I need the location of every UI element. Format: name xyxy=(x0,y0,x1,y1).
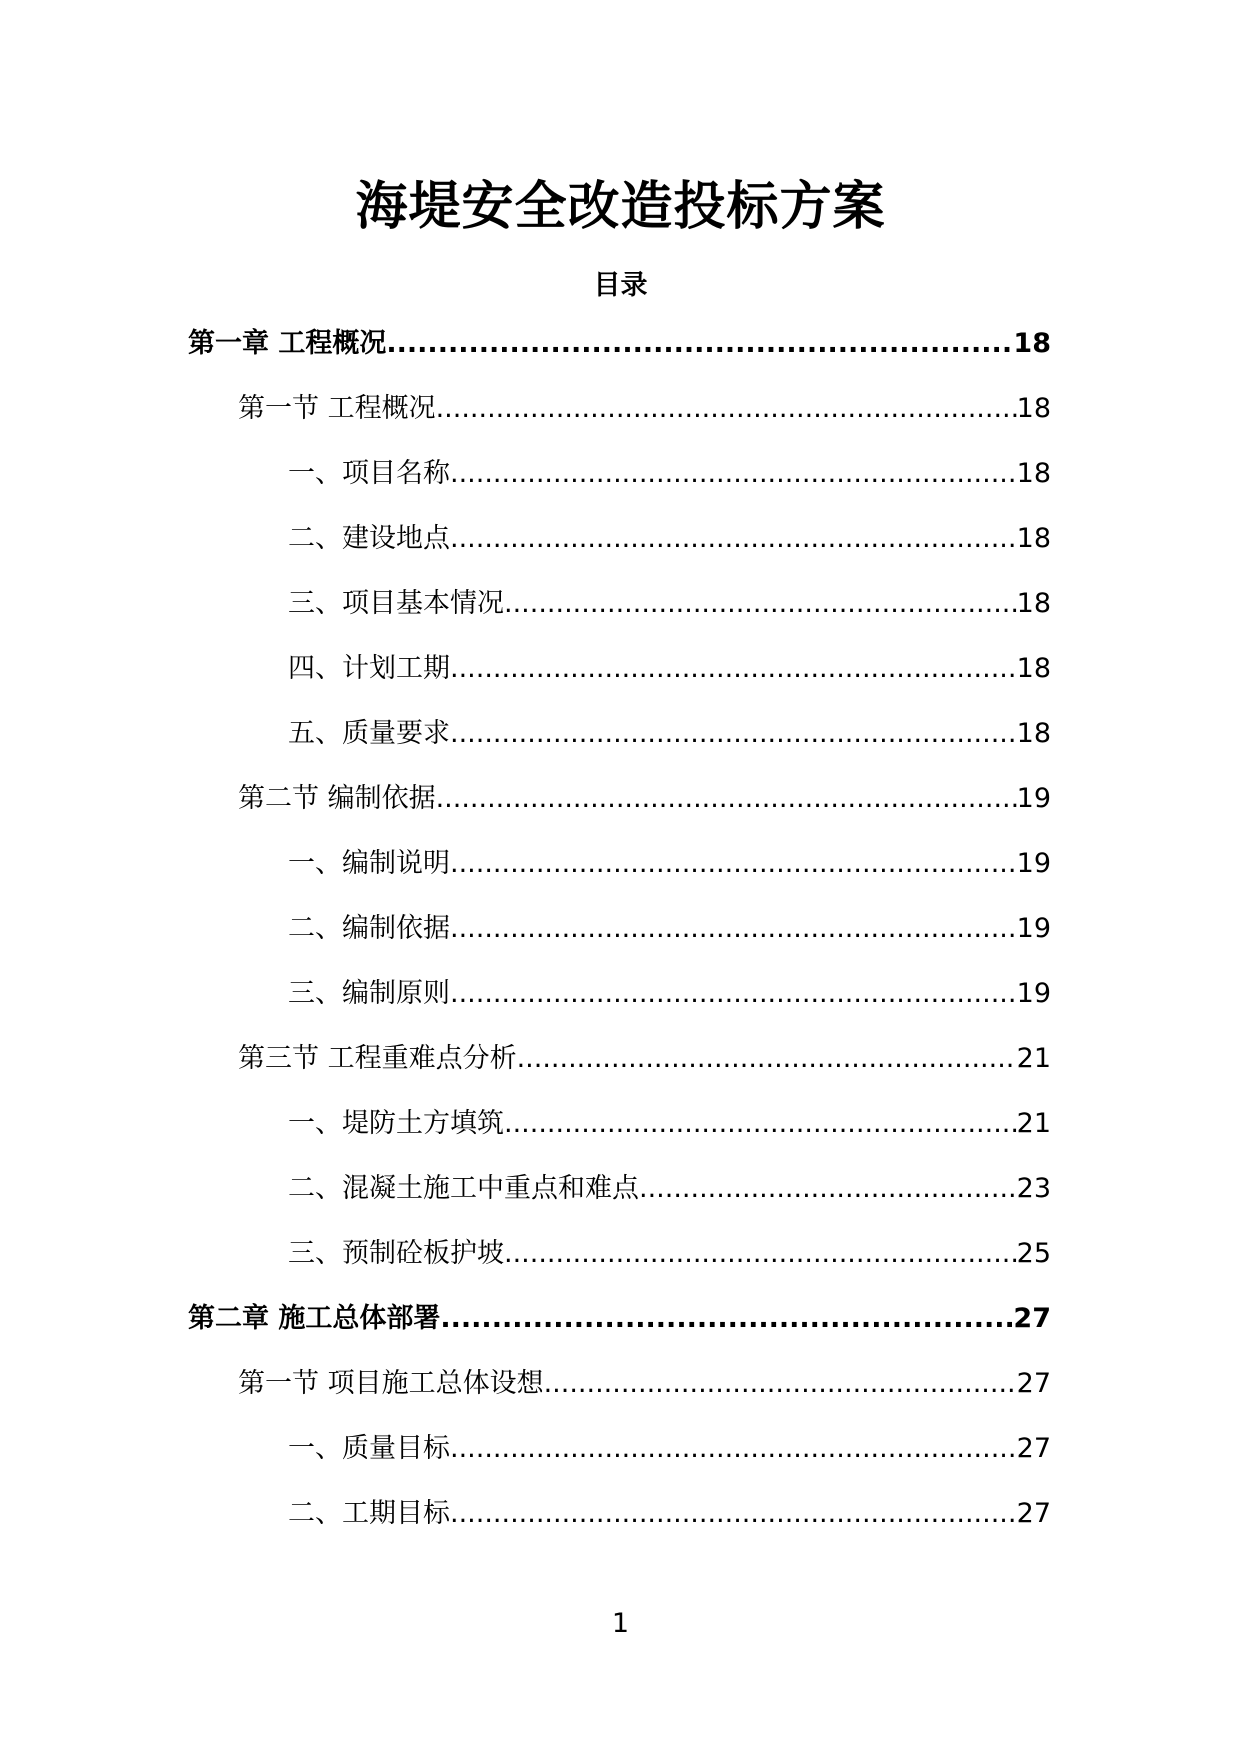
toc-entry-page: 19 xyxy=(1016,848,1051,879)
toc-entry-page: 19 xyxy=(1016,978,1051,1009)
toc-entry-label: 二、混凝土施工中重点和难点 xyxy=(288,1173,639,1204)
toc-entry-item[interactable] xyxy=(0,584,1241,649)
toc-entry-item[interactable] xyxy=(0,714,1241,779)
toc-dot-leader xyxy=(450,844,1017,884)
toc-entry-label: 三、预制砼板护坡 xyxy=(288,1238,504,1269)
toc-dot-leader xyxy=(450,454,1017,494)
toc-entry-page: 27 xyxy=(1013,1303,1051,1334)
toc-dot-leader xyxy=(504,584,1017,624)
toc-entry-section[interactable] xyxy=(0,1039,1241,1104)
toc-dot-leader xyxy=(544,1364,1017,1404)
toc-entry-page: 18 xyxy=(1016,458,1051,489)
toc-entry-page: 18 xyxy=(1016,653,1051,684)
toc-entry-label: 三、项目基本情况 xyxy=(288,588,504,619)
document-title: 海堤安全改造投标方案 xyxy=(355,177,886,237)
toc-entry-page: 21 xyxy=(1016,1108,1051,1139)
toc-entry-label: 一、项目名称 xyxy=(288,458,450,489)
toc-entry-page: 18 xyxy=(1016,393,1051,424)
toc-entry-page: 27 xyxy=(1016,1498,1051,1529)
toc-entry-label: 第三节 工程重难点分析 xyxy=(238,1043,517,1074)
toc-entry-label: 三、编制原则 xyxy=(288,978,450,1009)
toc-entry-label: 一、堤防土方填筑 xyxy=(288,1108,504,1139)
toc-dot-leader xyxy=(450,974,1017,1014)
toc-entry-page: 18 xyxy=(1013,328,1051,359)
toc-entry-label: 五、质量要求 xyxy=(288,718,450,749)
toc-entry-page: 18 xyxy=(1016,523,1051,554)
toc-dot-leader xyxy=(639,1169,1017,1209)
toc-entry-item[interactable] xyxy=(0,909,1241,974)
toc-entry-label: 第一章 工程概况 xyxy=(188,328,387,359)
toc-entry-chapter[interactable] xyxy=(0,1299,1241,1364)
toc-dot-leader xyxy=(450,519,1017,559)
toc-entry-item[interactable] xyxy=(0,519,1241,584)
toc-dot-leader xyxy=(517,1039,1017,1079)
toc-entry-chapter[interactable] xyxy=(0,324,1241,389)
toc-entry-item[interactable] xyxy=(0,1429,1241,1494)
toc-entry-item[interactable] xyxy=(0,454,1241,519)
toc-entry-page: 19 xyxy=(1016,913,1051,944)
toc-entry-item[interactable] xyxy=(0,844,1241,909)
toc-dot-leader xyxy=(504,1104,1017,1144)
toc-dot-leader xyxy=(450,1429,1017,1469)
toc-dot-leader xyxy=(450,1494,1017,1534)
toc-entry-page: 18 xyxy=(1016,588,1051,619)
toc-dot-leader xyxy=(450,909,1017,949)
table-of-contents xyxy=(0,324,1241,1559)
toc-entry-item[interactable] xyxy=(0,1494,1241,1559)
toc-entry-label: 第一节 工程概况 xyxy=(238,393,436,424)
toc-dot-leader xyxy=(450,714,1017,754)
toc-entry-section[interactable] xyxy=(0,389,1241,454)
toc-dot-leader xyxy=(386,324,1013,364)
toc-dot-leader xyxy=(436,779,1017,819)
toc-entry-page: 27 xyxy=(1016,1368,1051,1399)
toc-heading: 目录 xyxy=(593,270,648,301)
toc-entry-section[interactable] xyxy=(0,779,1241,844)
toc-entry-page: 18 xyxy=(1016,718,1051,749)
toc-entry-page: 27 xyxy=(1016,1433,1051,1464)
toc-entry-page: 21 xyxy=(1016,1043,1051,1074)
page-number: 1 xyxy=(611,1608,630,1639)
toc-dot-leader xyxy=(440,1299,1013,1339)
toc-dot-leader xyxy=(436,389,1017,429)
toc-entry-section[interactable] xyxy=(0,1364,1241,1429)
toc-entry-item[interactable] xyxy=(0,1234,1241,1299)
toc-dot-leader xyxy=(504,1234,1017,1274)
toc-entry-item[interactable] xyxy=(0,974,1241,1039)
toc-entry-item[interactable] xyxy=(0,1104,1241,1169)
toc-entry-label: 二、编制依据 xyxy=(288,913,450,944)
toc-entry-page: 25 xyxy=(1016,1238,1051,1269)
toc-entry-label: 一、编制说明 xyxy=(288,848,450,879)
toc-entry-label: 第一节 项目施工总体设想 xyxy=(238,1368,544,1399)
toc-entry-label: 四、计划工期 xyxy=(288,653,450,684)
toc-dot-leader xyxy=(450,649,1017,689)
toc-entry-item[interactable] xyxy=(0,1169,1241,1234)
toc-entry-label: 二、工期目标 xyxy=(288,1498,450,1529)
toc-entry-label: 第二节 编制依据 xyxy=(238,783,436,814)
toc-entry-label: 一、质量目标 xyxy=(288,1433,450,1464)
toc-entry-label: 第二章 施工总体部署 xyxy=(188,1303,441,1334)
toc-entry-label: 二、建设地点 xyxy=(288,523,450,554)
toc-entry-page: 19 xyxy=(1016,783,1051,814)
toc-entry-item[interactable] xyxy=(0,649,1241,714)
toc-entry-page: 23 xyxy=(1016,1173,1051,1204)
